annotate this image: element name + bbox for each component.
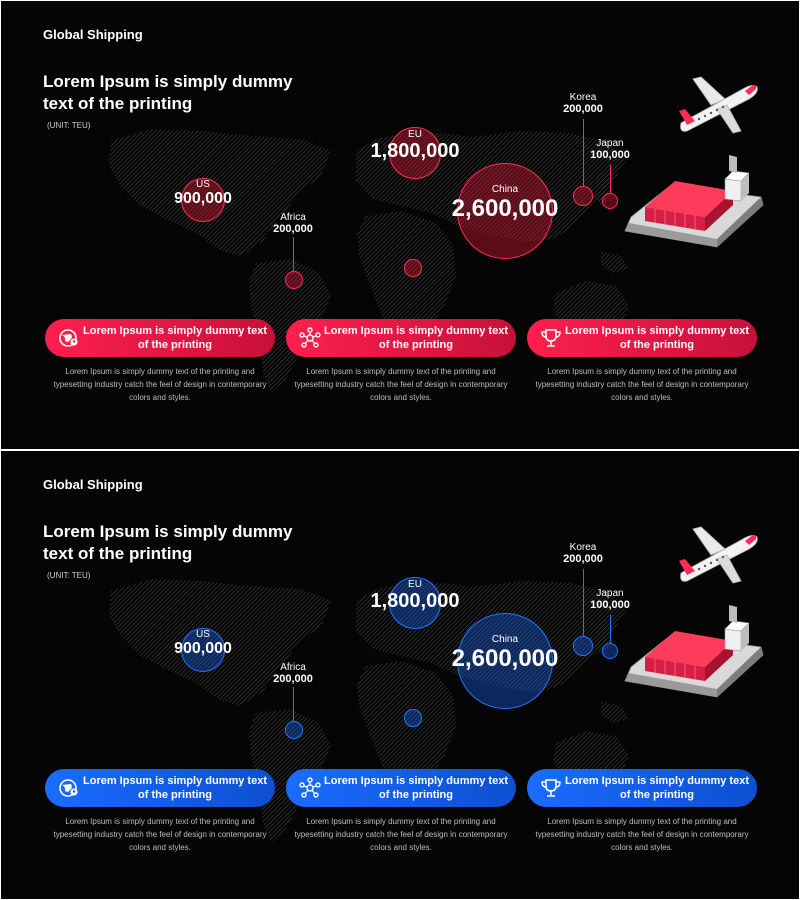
airplane-illustration (673, 71, 763, 139)
callout-us (169, 629, 237, 658)
marker-name: Africa (280, 662, 306, 673)
callout-china (435, 184, 575, 223)
marker-name: US (196, 629, 210, 640)
marker-name: Africa (280, 212, 306, 223)
marker-name: Japan (596, 588, 624, 599)
airplane-illustration (673, 521, 763, 589)
feature-card-3[interactable] (527, 319, 757, 357)
marker-value: 100,000 (590, 149, 630, 161)
marker-name: Korea (569, 542, 597, 553)
callout-korea (554, 542, 612, 565)
card-label: Lorem Ipsum is simply dummy text of the printing (565, 325, 749, 351)
card-description: Lorem Ipsum is simply dummy text of the printing and typesetting industry catch the feel of design in contemporary colors and styles. (294, 367, 508, 402)
unit-label: (UNIT: TEU) (47, 121, 91, 130)
marker-value: 100,000 (590, 599, 630, 611)
globe-pin-icon (55, 324, 83, 352)
marker-name: Korea (569, 92, 597, 103)
bubble-africa-2 (404, 709, 422, 727)
marker-name: US (196, 179, 210, 190)
marker-name: EU (408, 129, 422, 140)
marker-value: 200,000 (563, 553, 603, 565)
callout-eu (365, 129, 465, 163)
marker-value: 2,600,000 (451, 195, 559, 222)
slide-title: Global Shipping (43, 477, 143, 492)
trophy-icon (537, 324, 565, 352)
marker-name: China (491, 634, 519, 645)
bubble-korea (573, 636, 593, 656)
callout-us (169, 179, 237, 208)
feature-card-3[interactable] (527, 769, 757, 807)
feature-card-2[interactable] (286, 769, 516, 807)
marker-value: 200,000 (563, 103, 603, 115)
cargo-ship-illustration (621, 601, 767, 705)
callout-africa (263, 212, 323, 235)
card-label: Lorem Ipsum is simply dummy text of the printing (324, 325, 508, 351)
unit-label: (UNIT: TEU) (47, 571, 91, 580)
callout-korea (554, 92, 612, 115)
callout-china (435, 634, 575, 673)
feature-card-1[interactable] (45, 319, 275, 357)
leader-japan (610, 615, 611, 643)
bubble-africa (285, 271, 303, 289)
marker-name: Japan (596, 138, 624, 149)
slide-blue (1, 451, 799, 899)
marker-value: 900,000 (174, 190, 232, 207)
bubble-korea (573, 186, 593, 206)
card-label: Lorem Ipsum is simply dummy text of the printing (83, 775, 267, 801)
card-description: Lorem Ipsum is simply dummy text of the printing and typesetting industry catch the feel of design in contemporary colors and styles. (535, 817, 749, 852)
card-label: Lorem Ipsum is simply dummy text of the printing (565, 775, 749, 801)
network-icon (296, 324, 324, 352)
cargo-ship-illustration (621, 151, 767, 255)
leader-africa (293, 237, 294, 271)
globe-pin-icon (55, 774, 83, 802)
marker-value: 200,000 (273, 673, 313, 685)
card-description: Lorem Ipsum is simply dummy text of the printing and typesetting industry catch the feel of design in contemporary colors and styles. (294, 817, 508, 852)
bubble-africa-2 (404, 259, 422, 277)
card-label: Lorem Ipsum is simply dummy text of the printing (83, 325, 267, 351)
headline: Lorem Ipsum is simply dummy text of the printing (43, 522, 293, 563)
marker-value: 2,600,000 (451, 645, 559, 672)
card-description: Lorem Ipsum is simply dummy text of the printing and typesetting industry catch the feel of design in contemporary colors and styles. (53, 817, 267, 852)
bubble-africa (285, 721, 303, 739)
card-description: Lorem Ipsum is simply dummy text of the printing and typesetting industry catch the feel of design in contemporary colors and styles. (535, 367, 749, 402)
callout-africa (263, 662, 323, 685)
callout-eu (365, 579, 465, 613)
network-icon (296, 774, 324, 802)
marker-name: EU (408, 579, 422, 590)
trophy-icon (537, 774, 565, 802)
leader-japan (610, 165, 611, 193)
card-label: Lorem Ipsum is simply dummy text of the printing (324, 775, 508, 801)
marker-value: 200,000 (273, 223, 313, 235)
bubble-japan (602, 193, 618, 209)
marker-value: 900,000 (174, 640, 232, 657)
leader-africa (293, 687, 294, 721)
card-description: Lorem Ipsum is simply dummy text of the printing and typesetting industry catch the feel of design in contemporary colors and styles. (53, 367, 267, 402)
slide-red (1, 1, 799, 449)
marker-name: China (491, 184, 519, 195)
feature-card-1[interactable] (45, 769, 275, 807)
headline: Lorem Ipsum is simply dummy text of the printing (43, 72, 293, 113)
marker-value: 1,800,000 (370, 140, 460, 162)
bubble-japan (602, 643, 618, 659)
feature-card-2[interactable] (286, 319, 516, 357)
marker-value: 1,800,000 (370, 590, 460, 612)
slide-title: Global Shipping (43, 27, 143, 42)
